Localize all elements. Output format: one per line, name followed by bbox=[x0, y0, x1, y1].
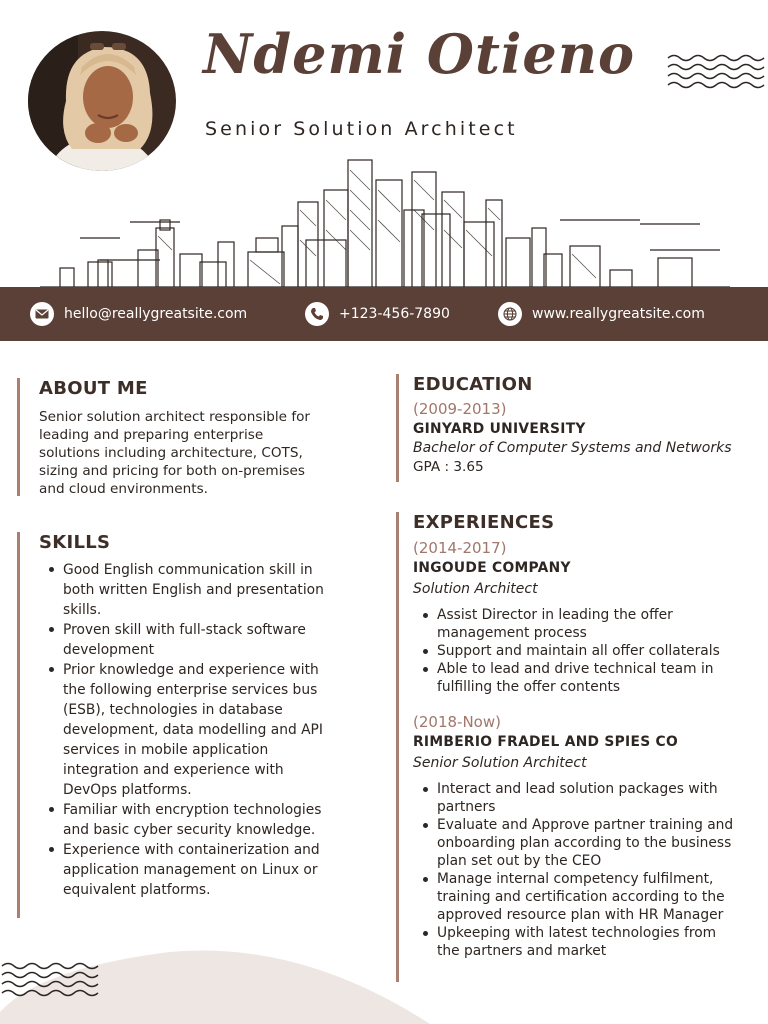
degree: Bachelor of Computer Systems and Networks bbox=[413, 440, 732, 456]
contact-bar bbox=[0, 287, 768, 341]
contact-website[interactable] bbox=[498, 287, 705, 341]
skills-section bbox=[17, 532, 337, 918]
about-line: leading and preparing enterprise bbox=[39, 427, 264, 443]
email-text: hello@reallygreatsite.com bbox=[64, 306, 248, 322]
about-line: solutions including architecture, COTS, bbox=[39, 445, 303, 461]
about-line: and cloud environments. bbox=[39, 481, 209, 497]
about-line: sizing and pricing for both on-premises bbox=[39, 463, 305, 479]
duty-item: Assist Director in leading the offer management process bbox=[413, 606, 743, 642]
duty-item: Upkeeping with latest technologies from the partners and market bbox=[413, 924, 743, 960]
about-heading: ABOUT ME bbox=[39, 378, 148, 399]
job-duties bbox=[413, 780, 743, 960]
job-title: Senior Solution Architect bbox=[205, 118, 518, 140]
contact-phone[interactable] bbox=[305, 287, 450, 341]
job-role: Solution Architect bbox=[413, 581, 538, 597]
duty-item: Support and maintain all offer collaterals bbox=[413, 642, 743, 660]
company-name: INGOUDE COMPANY bbox=[413, 560, 571, 576]
job-entry bbox=[413, 713, 756, 960]
wave-decoration bbox=[0, 962, 104, 1002]
duty-item: Interact and lead solution packages with partners bbox=[413, 780, 743, 816]
wave-decoration bbox=[666, 54, 768, 94]
skill-item: Good English communication skill in both written English and presentation skills. bbox=[39, 560, 329, 620]
skills-heading: SKILLS bbox=[39, 532, 111, 553]
about-line: Senior solution architect responsible for bbox=[39, 409, 311, 425]
duty-item: Evaluate and Approve partner training and onboarding plan according to the business plan set out by the CEO bbox=[413, 816, 743, 870]
skill-item: Prior knowledge and experience with the following enterprise services bus (ESB), technologies in database development, data modelling and API services in mobile application integration and experience with DevOps platforms. bbox=[39, 660, 329, 800]
skills-list bbox=[39, 560, 329, 900]
skill-item: Experience with containerization and application management on Linux or equivalent platforms. bbox=[39, 840, 329, 900]
email-icon bbox=[30, 302, 54, 326]
phone-text: +123-456-7890 bbox=[339, 306, 450, 322]
gpa: GPA : 3.65 bbox=[413, 459, 484, 475]
job-years: (2018-Now) bbox=[413, 713, 501, 731]
experiences-heading: EXPERIENCES bbox=[413, 512, 555, 533]
about-text bbox=[39, 408, 337, 498]
duty-item: Able to lead and drive technical team in fulfilling the offer contents bbox=[413, 660, 743, 696]
company-name: RIMBERIO FRADEL AND SPIES CO bbox=[413, 734, 678, 750]
job-entry bbox=[413, 539, 756, 696]
skill-item: Proven skill with full-stack software development bbox=[39, 620, 329, 660]
website-text: www.reallygreatsite.com bbox=[532, 306, 705, 322]
experiences-section bbox=[396, 512, 756, 982]
phone-icon bbox=[305, 302, 329, 326]
about-section bbox=[17, 378, 337, 496]
duty-item: Manage internal competency fulfilment, training and certification according to the approved resource plan with HR Manager bbox=[413, 870, 743, 924]
candidate-name: Ndemi Otieno bbox=[203, 22, 636, 86]
globe-icon bbox=[498, 302, 522, 326]
city-skyline-illustration bbox=[40, 150, 730, 288]
education-years: (2009-2013) bbox=[413, 400, 507, 418]
school-name: GINYARD UNIVERSITY bbox=[413, 421, 586, 437]
job-duties bbox=[413, 606, 743, 696]
job-years: (2014-2017) bbox=[413, 539, 507, 557]
education-section bbox=[396, 374, 756, 482]
job-role: Senior Solution Architect bbox=[413, 755, 587, 771]
education-heading: EDUCATION bbox=[413, 374, 533, 395]
skill-item: Familiar with encryption technologies and basic cyber security knowledge. bbox=[39, 800, 329, 840]
contact-email[interactable] bbox=[30, 287, 247, 341]
